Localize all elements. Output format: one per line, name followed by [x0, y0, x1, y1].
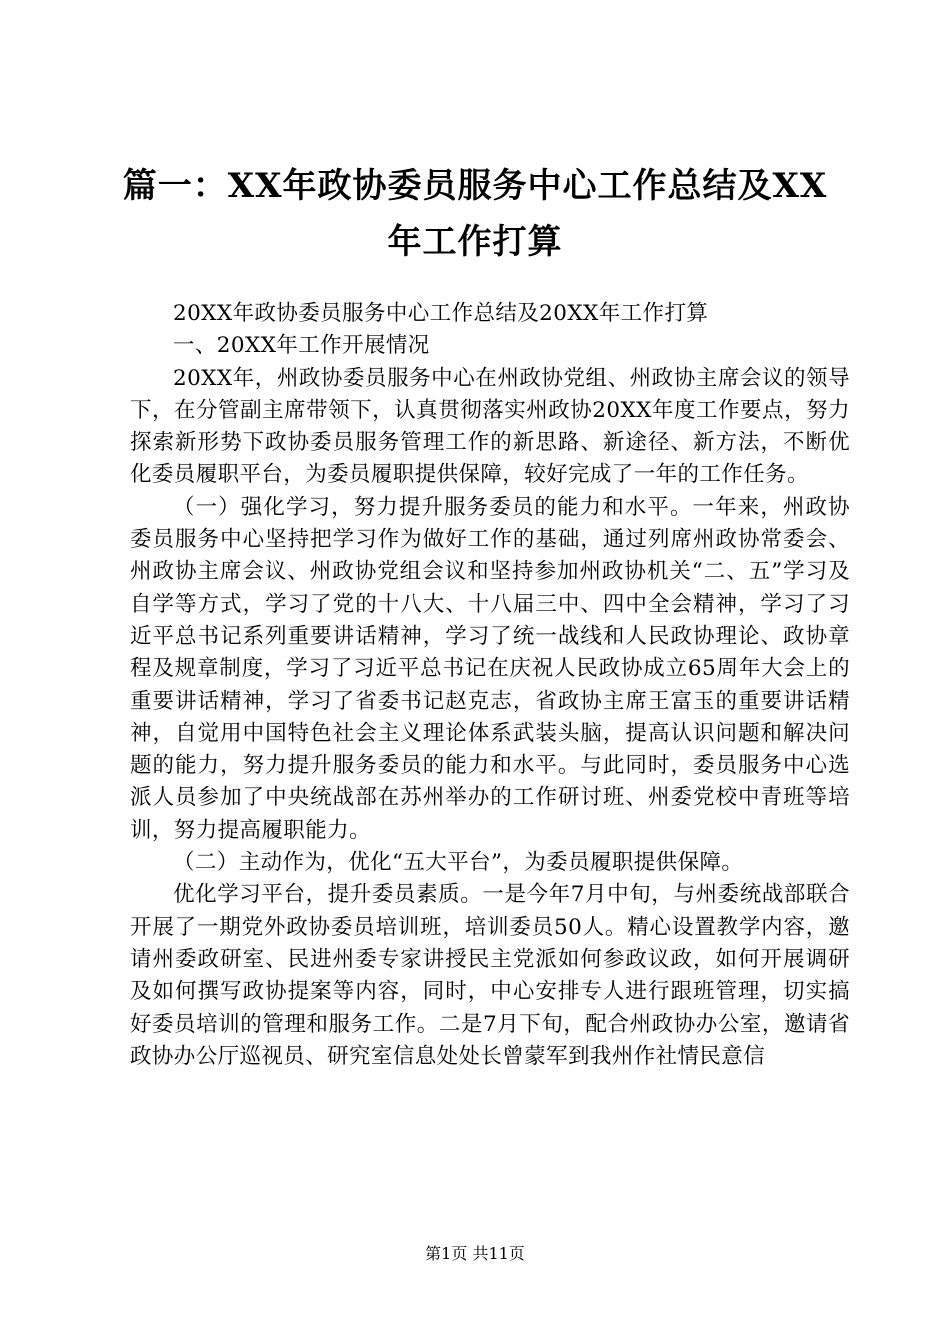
- paragraph-subtitle: 20XX年政协委员服务中心工作总结及20XX年工作打算: [173, 301, 709, 326]
- paragraph-overview: 20XX年，州政协委员服务中心在州政协党组、州政协主席会议的领导下，在分管副主席带领下，认真贯彻落实州政协20XX年度工作要点，努力探索新形势下政协委员服务管理工作的新思路、新途径、新方法，不断优化委员履职平台，为委员履职提供保障，较好完成了一年的工作任务。: [130, 365, 850, 488]
- paragraph-platforms: （二）主动作为，优化“五大平台”，为委员履职提供保障。: [173, 850, 744, 876]
- document-title: 篇一：XX年政协委员服务中心工作总结及XX年工作打算: [122, 166, 828, 262]
- paragraph-learning-platform: 优化学习平台，提升委员素质。一是今年7月中旬，与州委统战部联合开展了一期党外政协委员培训班，培训委员50人。精心设置教学内容，邀请州委政研室、民进州委专家讲授民主党派如何参政议政，如何开展调研及如何撰写政协提案等内容，同时，中心安排专人进行跟班管理，切实搞好委员培训的管理和服务工作。二是7月下旬，配合州政协办公室，邀请省政协办公厅巡视员、研究室信息处处长曾蒙军到我州作社情民意信: [130, 882, 850, 1069]
- document-body: [130, 298, 850, 1073]
- paragraph-study: （一）强化学习，努力提升服务委员的能力和水平。一年来，州政协委员服务中心坚持把学习作为做好工作的基础，通过列席州政协常委会、州政协主席会议、州政协党组会议和坚持参加州政协机关“二、五”学习及自学等方式，学习了党的十八大、十八届三中、四中全会精神，学习了习近平总书记系列重要讲话精神，学习了统一战线和人民政协理论、政协章程及规章制度，学习了习近平总书记在庆祝人民政协成立65周年大会上的重要讲话精神，学习了省委书记赵克志，省政协主席王富玉的重要讲话精神，自觉用中国特色社会主义理论体系武装头脑，提高认识问题和解决问题的能力，努力提升服务委员的能力和水平。与此同时，委员服务中心选派人员参加了中央统战部在苏州举办的工作研讨班、州委党校中青班等培训，努力提高履职能力。: [130, 494, 850, 843]
- paragraph-section-heading: 一、20XX年工作开展情况: [173, 333, 430, 359]
- page-number: 第1页 共11页: [425, 1244, 525, 1263]
